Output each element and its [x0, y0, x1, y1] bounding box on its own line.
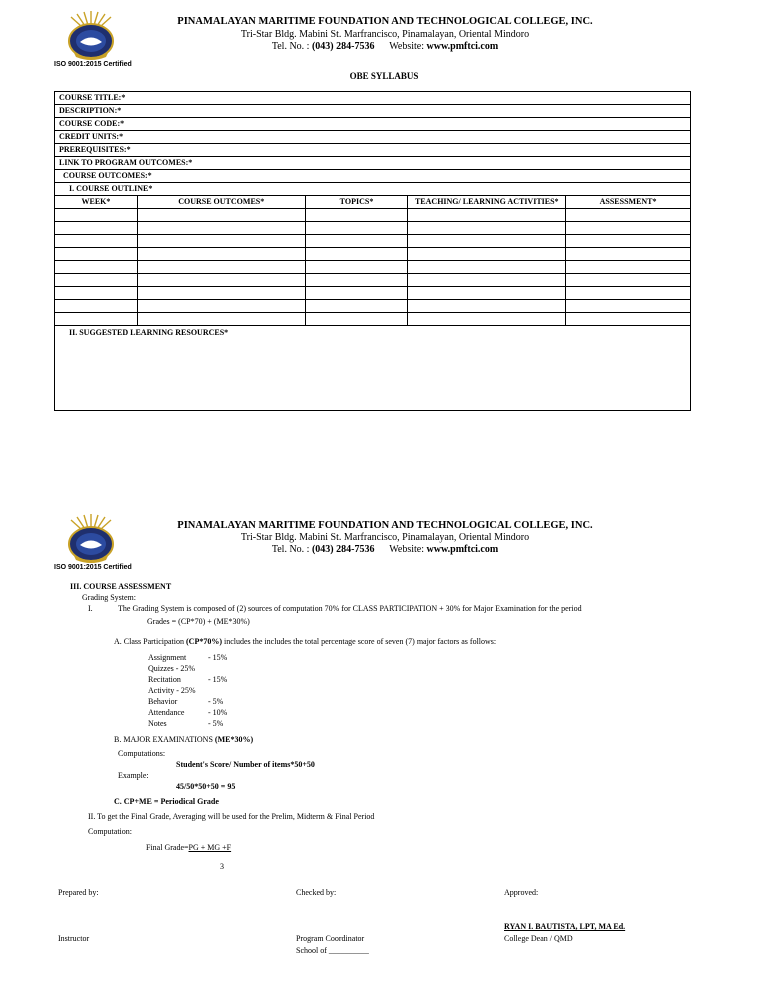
table-cell[interactable]: [408, 274, 566, 287]
college-logo: [66, 11, 116, 61]
tel-number: (043) 284-7536: [311, 41, 375, 52]
table-cell[interactable]: [55, 300, 138, 313]
table-cell[interactable]: [305, 313, 408, 326]
field-description[interactable]: DESCRIPTION:*: [55, 105, 691, 118]
col-topics: TOPICS*: [305, 196, 408, 209]
college-name-2: PINAMALAYAN MARITIME FOUNDATION AND TECHNOLOGICAL COLLEGE, INC.: [177, 520, 593, 531]
field-credit-units[interactable]: CREDIT UNITS:*: [55, 131, 691, 144]
roman-i: I.: [88, 604, 93, 613]
syllabus-title: OBE SYLLABUS: [349, 71, 419, 81]
table-cell[interactable]: [566, 274, 691, 287]
factor-value: - 10%: [208, 708, 228, 717]
table-cell[interactable]: [408, 209, 566, 222]
factor-name: Quizzes - 25%: [148, 664, 196, 673]
table-cell[interactable]: [137, 274, 305, 287]
page-number: 3: [220, 862, 224, 871]
website: www.pmftci.com: [426, 544, 499, 555]
table-cell[interactable]: [137, 222, 305, 235]
table-row: [55, 300, 691, 313]
table-cell[interactable]: [408, 222, 566, 235]
table-row: [55, 287, 691, 300]
periodical-grade-line: C. CP+ME = Periodical Grade: [114, 797, 219, 806]
outline-header-row: [55, 196, 691, 209]
table-cell[interactable]: [408, 235, 566, 248]
table-cell[interactable]: [566, 287, 691, 300]
factor-name: Assignment: [148, 653, 187, 662]
table-cell[interactable]: [305, 300, 408, 313]
table-cell[interactable]: [305, 248, 408, 261]
example-label: Example:: [118, 771, 149, 780]
college-logo-2: [66, 514, 116, 564]
col-assessment: ASSESSMENT*: [566, 196, 691, 209]
factor-name: Notes: [148, 719, 167, 728]
website-label: Website:: [389, 41, 425, 52]
table-row: [55, 222, 691, 235]
field-learning-resources[interactable]: II. SUGGESTED LEARNING RESOURCES*: [55, 326, 691, 411]
computations-label: Computations:: [118, 749, 166, 758]
table-cell[interactable]: [305, 274, 408, 287]
table-row: [55, 261, 691, 274]
checked-by-label: Checked by:: [296, 888, 337, 897]
factor-value: - 15%: [208, 653, 228, 662]
college-contact-2: [150, 544, 620, 555]
col-course-outcomes: COURSE OUTCOMES*: [137, 196, 305, 209]
table-cell[interactable]: [137, 209, 305, 222]
me-bold: (ME*30%): [214, 735, 254, 744]
section-course-assessment: III. COURSE ASSESSMENT: [70, 582, 172, 591]
table-cell[interactable]: [566, 222, 691, 235]
me-prefix: B. MAJOR EXAMINATIONS: [114, 735, 213, 744]
computation-label: Computation:: [88, 827, 132, 836]
field-program-outcomes[interactable]: LINK TO PROGRAM OUTCOMES:*: [55, 157, 691, 170]
table-cell[interactable]: [305, 222, 408, 235]
iso-certification: ISO 9001:2015 Certified: [54, 61, 132, 68]
field-course-code[interactable]: COURSE CODE:*: [55, 118, 691, 131]
cp-suffix: includes the includes the total percentage score of seven (7) major factors as follows:: [224, 637, 497, 646]
factor-value: - 5%: [208, 719, 224, 728]
grades-formula: Grades = (CP*70) + (ME*30%): [147, 617, 250, 626]
table-cell[interactable]: [55, 261, 138, 274]
factor-name: Activity - 25%: [148, 686, 196, 695]
prepared-by-label: Prepared by:: [58, 888, 99, 897]
grading-intro: The Grading System is composed of (2) sources of computation 70% for CLASS PARTICIPATION + 30% for Major Examination for the period: [118, 604, 582, 613]
field-course-outcomes[interactable]: COURSE OUTCOMES:*: [55, 170, 691, 183]
table-cell[interactable]: [55, 222, 138, 235]
table-cell[interactable]: [55, 209, 138, 222]
tel-number: (043) 284-7536: [311, 544, 375, 555]
instructor-label: Instructor: [58, 934, 90, 943]
website: www.pmftci.com: [426, 41, 499, 52]
college-contact: [150, 41, 620, 52]
table-cell[interactable]: [137, 235, 305, 248]
example-calc: 45/50*50+50 = 95: [176, 782, 236, 791]
college-name: PINAMALAYAN MARITIME FOUNDATION AND TECHNOLOGICAL COLLEGE, INC.: [177, 16, 593, 27]
field-prerequisites[interactable]: PREREQUISITES:*: [55, 144, 691, 157]
school-of-label: School of __________: [296, 946, 369, 955]
table-cell[interactable]: [566, 209, 691, 222]
table-cell[interactable]: [408, 287, 566, 300]
final-grade-line: [146, 843, 231, 852]
website-label: Website:: [389, 544, 425, 555]
final-grade-intro: II. To get the Final Grade, Averaging will be used for the Prelim, Midterm & Final Period: [88, 812, 375, 821]
table-cell[interactable]: [305, 209, 408, 222]
tel-label: Tel. No. :: [271, 544, 310, 555]
factor-name: Recitation: [148, 675, 181, 684]
factor-value: - 15%: [208, 675, 228, 684]
section-course-outline: I. COURSE OUTLINE*: [55, 183, 691, 196]
table-cell[interactable]: [55, 274, 138, 287]
table-cell[interactable]: [566, 248, 691, 261]
syllabus-table: [54, 91, 691, 411]
final-prefix: Final Grade=: [146, 843, 189, 852]
table-cell[interactable]: [305, 287, 408, 300]
table-cell[interactable]: [137, 248, 305, 261]
table-cell[interactable]: [137, 287, 305, 300]
table-cell[interactable]: [55, 313, 138, 326]
table-cell[interactable]: [305, 235, 408, 248]
table-row: [55, 248, 691, 261]
table-row: [55, 313, 691, 326]
dean-title: College Dean / QMD: [504, 934, 573, 943]
cp-prefix: A. Class Participation: [114, 637, 184, 646]
table-row: [55, 209, 691, 222]
final-formula: PG + MG +F: [188, 843, 232, 852]
table-cell[interactable]: [408, 261, 566, 274]
factor-value: - 5%: [208, 697, 224, 706]
class-participation-line: [114, 637, 496, 646]
college-address: Tri-Star Bldg. Mabini St. Marfrancisco, Pinamalayan, Oriental Mindoro: [240, 29, 530, 40]
field-course-title[interactable]: COURSE TITLE:*: [55, 92, 691, 105]
table-row: [55, 235, 691, 248]
tel-label: Tel. No. :: [271, 41, 310, 52]
table-cell[interactable]: [566, 235, 691, 248]
col-week: WEEK*: [55, 196, 138, 209]
grading-system-label: Grading System:: [82, 593, 136, 602]
col-activities: TEACHING/ LEARNING ACTIVITIES*: [408, 196, 566, 209]
dean-name: RYAN I. BAUTISTA, LPT, MA Ed.: [504, 922, 626, 931]
table-cell[interactable]: [55, 287, 138, 300]
factor-name: Attendance: [148, 708, 185, 717]
table-cell[interactable]: [408, 313, 566, 326]
iso-certification-2: ISO 9001:2015 Certified: [54, 564, 132, 571]
factor-name: Behavior: [148, 697, 178, 706]
table-cell[interactable]: [55, 235, 138, 248]
table-cell[interactable]: [408, 248, 566, 261]
major-exam-line: [114, 735, 253, 744]
table-row: [55, 274, 691, 287]
approved-label: Approved:: [504, 888, 539, 897]
table-cell[interactable]: [55, 248, 138, 261]
cp-bold: (CP*70%): [186, 637, 222, 646]
table-cell[interactable]: [137, 300, 305, 313]
college-address-2: Tri-Star Bldg. Mabini St. Marfrancisco, Pinamalayan, Oriental Mindoro: [240, 532, 530, 543]
table-cell[interactable]: [566, 313, 691, 326]
table-cell[interactable]: [137, 261, 305, 274]
table-cell[interactable]: [137, 313, 305, 326]
table-cell[interactable]: [305, 261, 408, 274]
table-cell[interactable]: [408, 300, 566, 313]
score-formula: Student's Score/ Number of items*50+50: [176, 760, 315, 769]
table-cell[interactable]: [566, 261, 691, 274]
program-coordinator-label: Program Coordinator: [296, 934, 365, 943]
table-cell[interactable]: [566, 300, 691, 313]
